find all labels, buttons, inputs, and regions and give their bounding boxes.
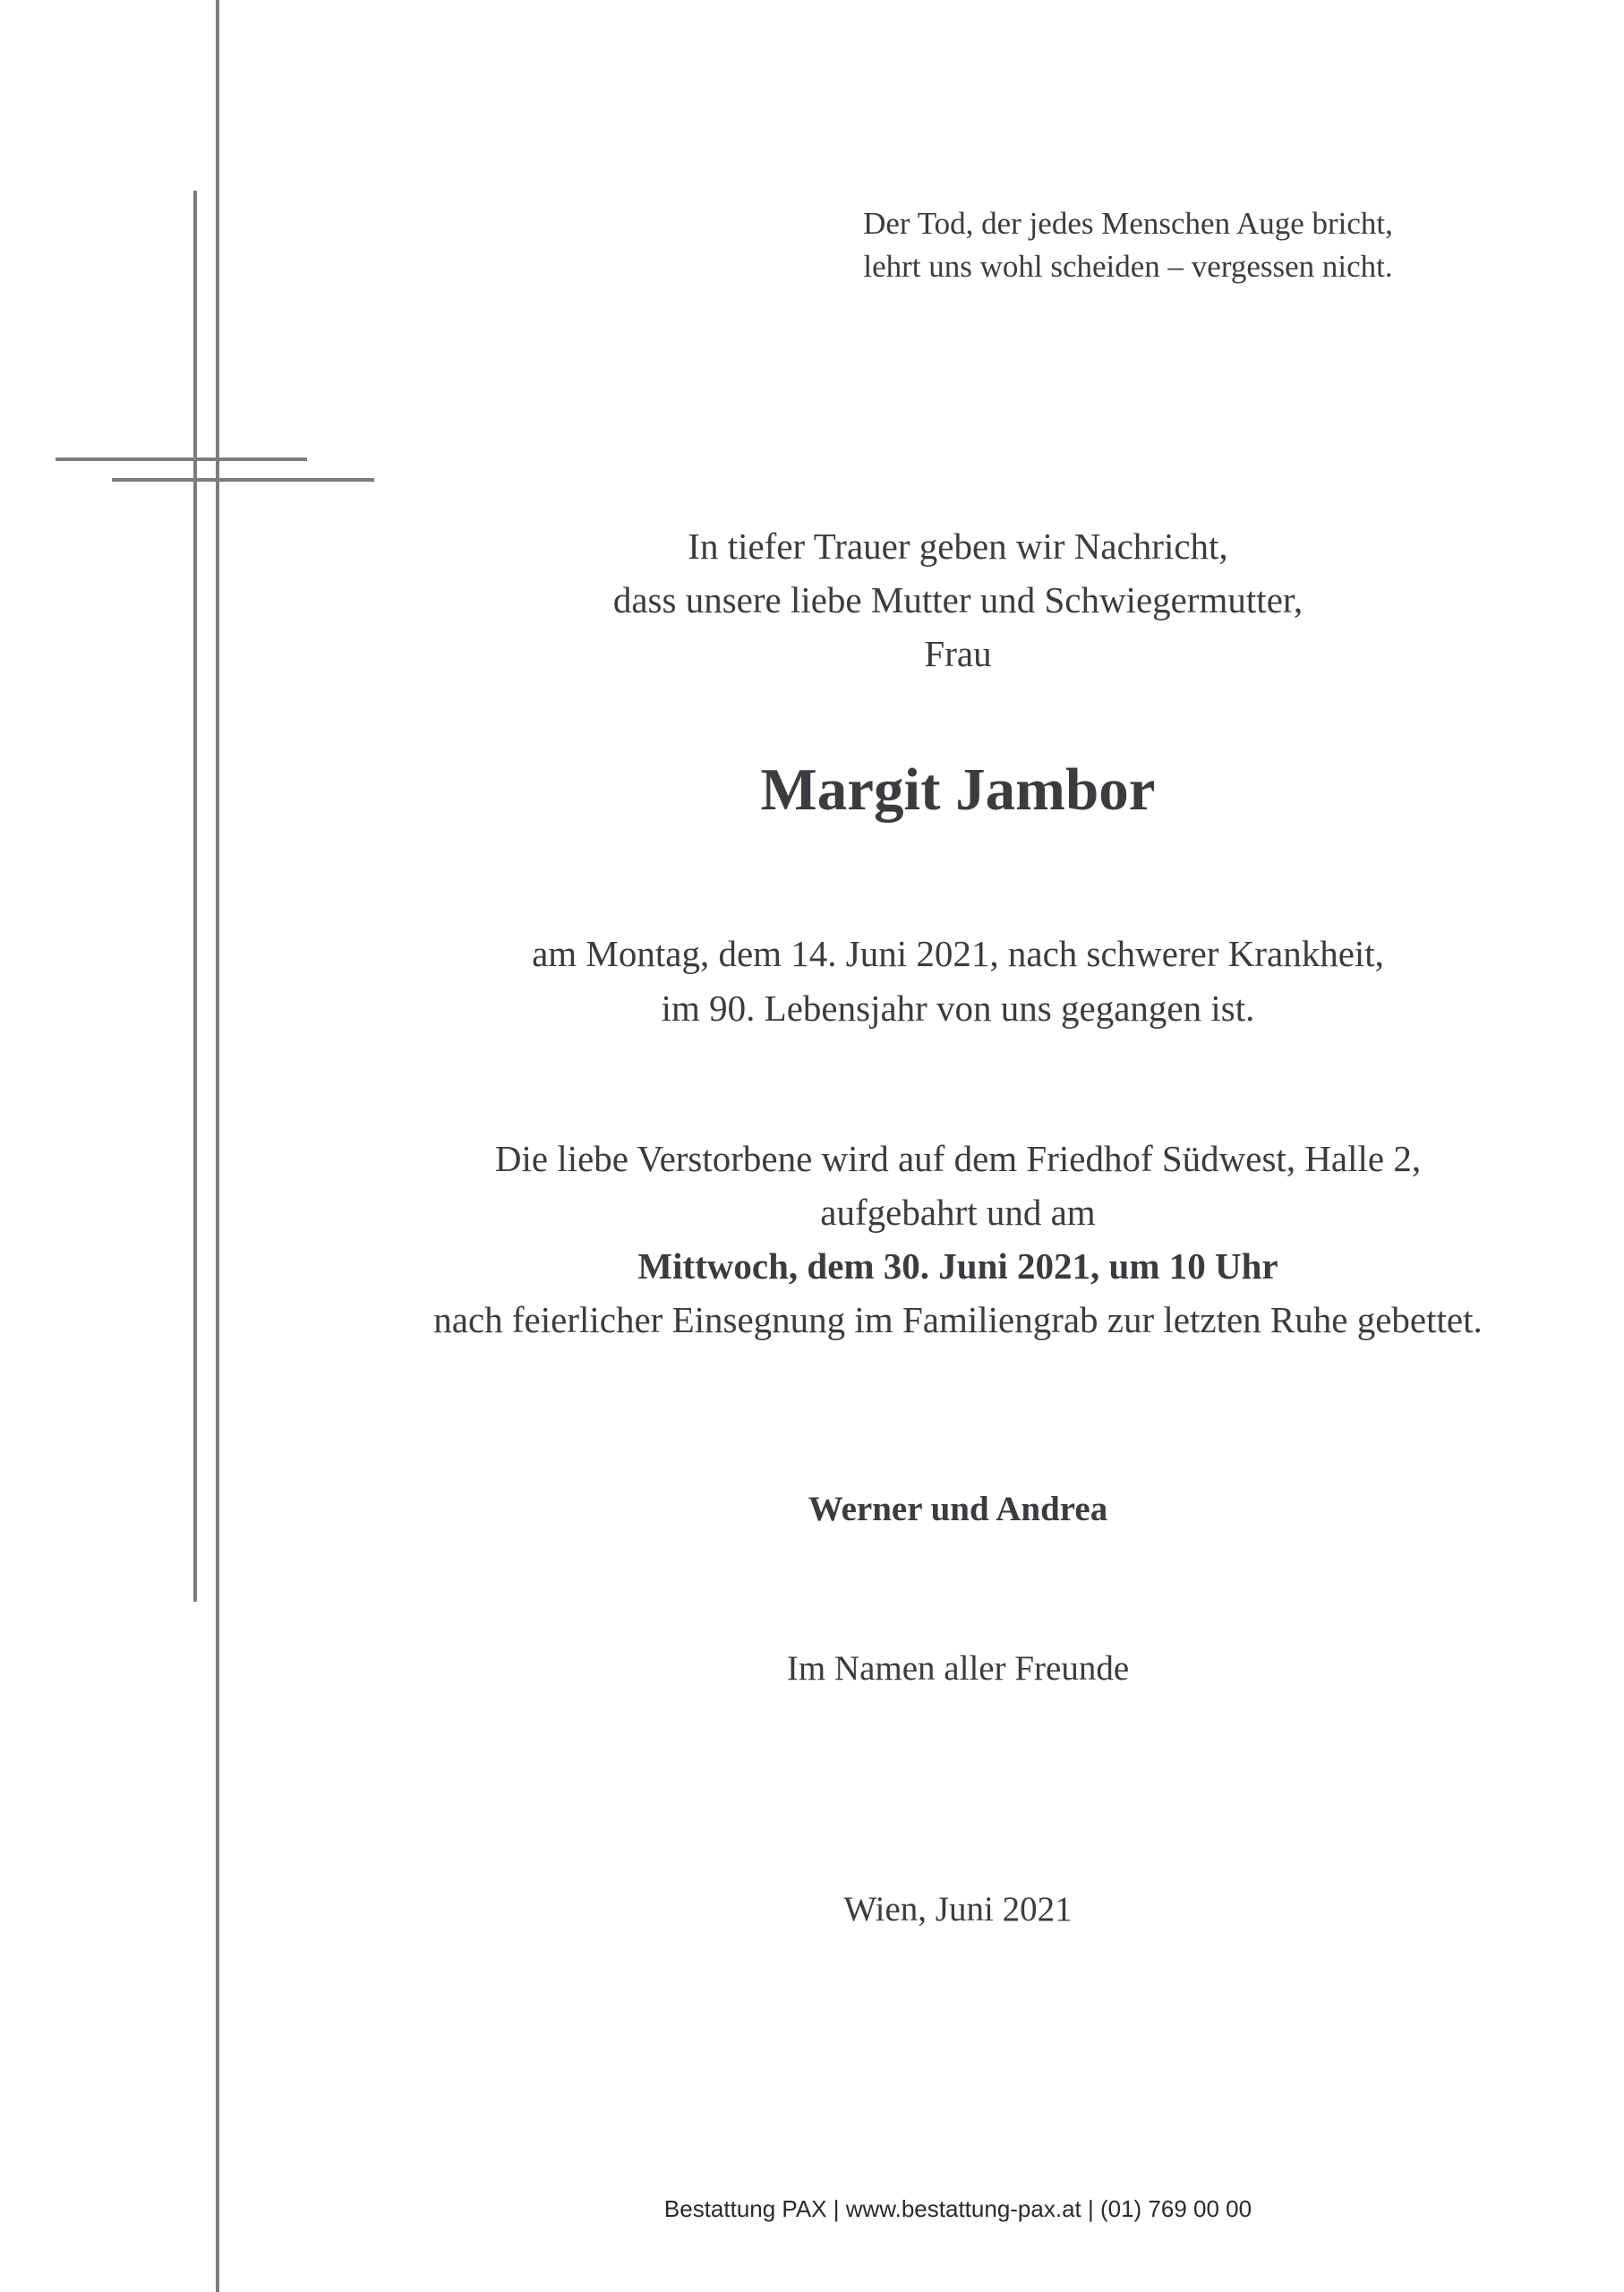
death-notice bbox=[340, 927, 1576, 1036]
motto-line-2: lehrt uns wohl scheiden – vergessen nicht. bbox=[863, 249, 1393, 284]
cross-horizontal-lower-line bbox=[112, 478, 374, 482]
funeral-line-4: nach feierlicher Einsegnung im Familiengrab zur letzten Ruhe gebettet. bbox=[433, 1299, 1483, 1340]
death-notice-line-1: am Montag, dem 14. Juni 2021, nach schwerer Krankheit, bbox=[532, 933, 1384, 974]
announcement-line-2: dass unsere liebe Mutter und Schwiegermutter, bbox=[612, 579, 1303, 620]
signers: Werner und Andrea bbox=[808, 1490, 1108, 1528]
deceased-name: Margit Jambor bbox=[760, 757, 1156, 823]
motto-verse bbox=[788, 202, 1468, 288]
cross-vertical-long-line bbox=[216, 0, 219, 2292]
funeral-line-1: Die liebe Verstorbene wird auf dem Friedhof Südwest, Halle 2, bbox=[494, 1138, 1422, 1179]
funeral-details bbox=[340, 1132, 1576, 1347]
funeral-date-time: Mittwoch, dem 30. Juni 2021, um 10 Uhr bbox=[637, 1245, 1278, 1287]
funeral-home-footer: Bestattung PAX | www.bestattung-pax.at | (01) 769 00 00 bbox=[663, 2195, 1252, 2222]
cross-vertical-short-line bbox=[193, 191, 197, 1602]
funeral-line-2: aufgebahrt und am bbox=[820, 1192, 1096, 1233]
cross-horizontal-upper-line bbox=[56, 458, 307, 461]
place-date: Wien, Juni 2021 bbox=[843, 1890, 1073, 1929]
motto-line-1: Der Tod, der jedes Menschen Auge bricht, bbox=[863, 206, 1393, 241]
announcement-line-3: Frau bbox=[924, 633, 992, 674]
death-notice-line-2: im 90. Lebensjahr von uns gegangen ist. bbox=[661, 988, 1255, 1029]
announcement-line-1: In tiefer Trauer geben wir Nachricht, bbox=[688, 526, 1228, 567]
announcement-text bbox=[340, 519, 1576, 680]
friends-note: Im Namen aller Freunde bbox=[786, 1649, 1130, 1688]
